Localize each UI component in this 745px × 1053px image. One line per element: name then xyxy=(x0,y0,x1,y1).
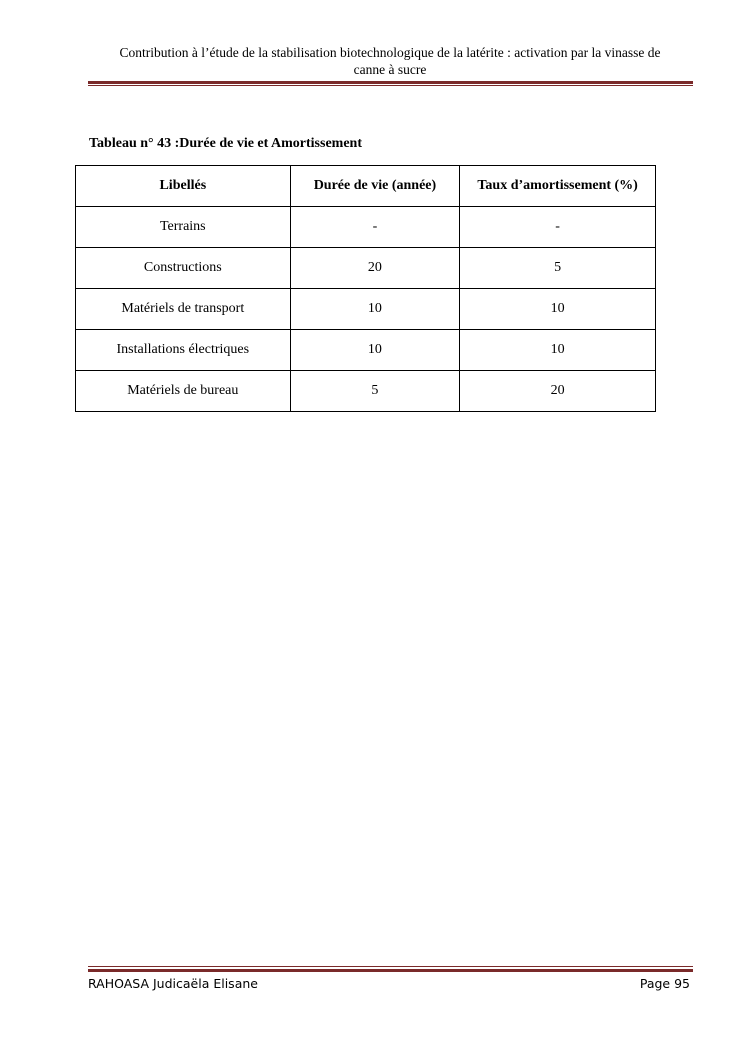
table-row xyxy=(76,248,656,289)
running-header-line-1: Contribution à l’étude de la stabilisation biotechnologique de la latérite : activation par la vinasse de xyxy=(119,45,661,60)
running-header-line-2: canne à sucre xyxy=(353,62,427,77)
table-row xyxy=(76,371,656,412)
table-cell: Matériels de bureau xyxy=(76,371,291,412)
table-cell: - xyxy=(290,207,460,248)
page-number: Page 95 xyxy=(639,976,690,991)
table-cell: Installations électriques xyxy=(76,330,291,371)
running-header xyxy=(88,44,692,78)
footer-rule-thick xyxy=(88,969,693,972)
table-cell: Terrains xyxy=(76,207,291,248)
table-row xyxy=(76,330,656,371)
footer-author: RAHOASA Judicaëla Elisane xyxy=(88,976,258,991)
table-cell: 20 xyxy=(290,248,460,289)
table-cell: 5 xyxy=(290,371,460,412)
table-cell: 10 xyxy=(290,330,460,371)
table-cell: 10 xyxy=(460,330,656,371)
header-rule-thick xyxy=(88,81,693,84)
table-caption: Tableau n° 43 :Durée de vie et Amortissement xyxy=(89,136,362,151)
column-header: Taux d’amortissement (%) xyxy=(460,166,656,207)
header-rule-thin xyxy=(88,85,693,86)
table-cell: - xyxy=(460,207,656,248)
table-cell: 10 xyxy=(290,289,460,330)
table-header-row xyxy=(76,166,656,207)
column-header: Durée de vie (année) xyxy=(290,166,460,207)
table-cell: 10 xyxy=(460,289,656,330)
footer-rule-thin xyxy=(88,966,693,967)
table-cell: Matériels de transport xyxy=(76,289,291,330)
depreciation-table xyxy=(75,165,656,412)
table-cell: 20 xyxy=(460,371,656,412)
table-row xyxy=(76,289,656,330)
table-cell: 5 xyxy=(460,248,656,289)
table-row xyxy=(76,207,656,248)
table-cell: Constructions xyxy=(76,248,291,289)
column-header: Libellés xyxy=(76,166,291,207)
